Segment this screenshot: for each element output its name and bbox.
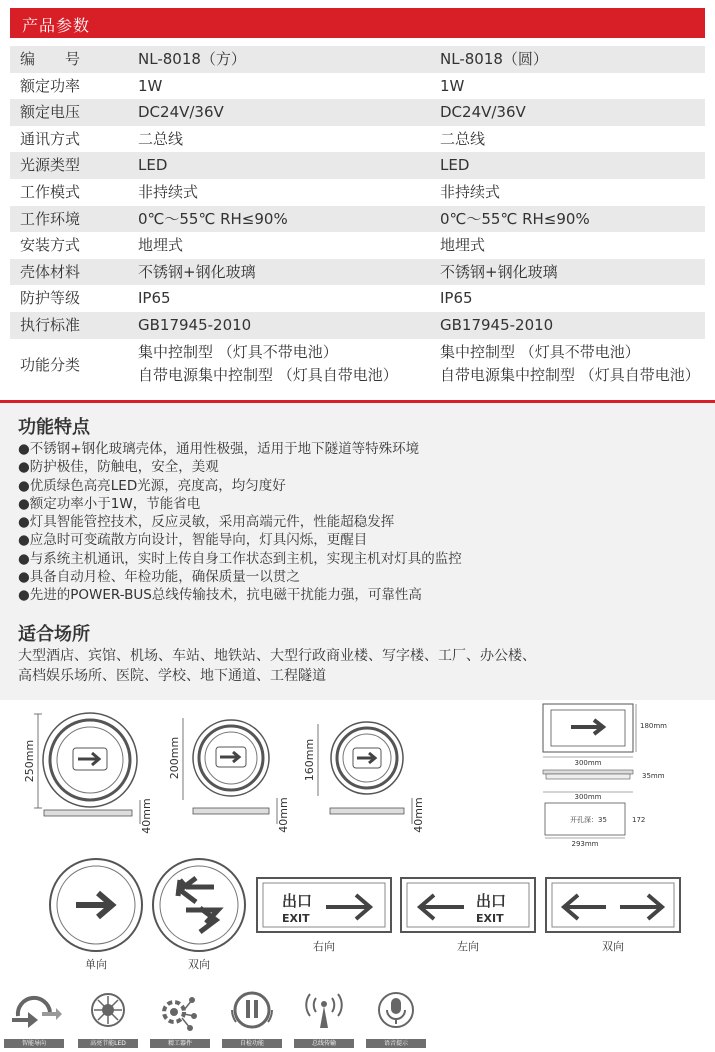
spec-row — [10, 73, 705, 100]
dual-label: 双向 — [602, 940, 624, 953]
dim-label-300b: 300mm — [574, 793, 602, 801]
places-text — [18, 646, 708, 686]
spec-row — [10, 152, 705, 179]
spec-label: 执行标准 — [20, 315, 81, 334]
spec-value-square: GB17945-2010 — [138, 315, 252, 334]
dimension-drawings — [0, 700, 715, 850]
left-exit-lamp — [401, 878, 535, 932]
dim-label-160: 160mm — [303, 738, 316, 782]
list-item: ●与系统主机通讯，实时上传自身工作状态到主机，实现主机对灯具的监控 — [18, 550, 462, 567]
spec-value-round: 1W — [440, 76, 465, 95]
spec-label: 通讯方式 — [20, 129, 81, 148]
bus-icon — [294, 988, 354, 1048]
feature-icons-row — [0, 988, 715, 1052]
spec-value-square: IP65 — [138, 289, 171, 308]
spec-label: 编 号 — [20, 50, 81, 68]
spec-label: 额定电压 — [20, 103, 81, 122]
spec-table — [10, 46, 705, 391]
spec-label: 安装方式 — [20, 236, 81, 255]
left-label: 左向 — [457, 940, 479, 953]
list-item: ●先进的POWER-BUS总线传输技术，抗电磁干扰能力强，可靠性高 — [18, 587, 422, 604]
section-header — [10, 8, 705, 38]
exit-en-label: EXIT — [282, 912, 310, 925]
list-item: ●具备自动月检、年检功能，确保质量一以贯之 — [18, 569, 300, 586]
spec-value-round: DC24V/36V — [440, 103, 526, 122]
right-exit-lamp — [257, 878, 391, 932]
spec-label: 功能分类 — [20, 355, 81, 374]
dim-label-40b: 40mm — [277, 797, 290, 833]
icon-caption: 总线传输 — [294, 1039, 354, 1048]
icon-caption: 语音提示 — [366, 1039, 426, 1048]
spec-value-round: 地埋式 — [440, 236, 486, 255]
spec-value-round: LED — [440, 156, 470, 175]
func-line: 集中控制型 （灯具不带电池） — [138, 342, 338, 361]
round-lamp-250-drawing — [23, 713, 153, 834]
spec-row — [10, 312, 705, 339]
spec-value-square — [138, 341, 398, 387]
exit-cn-label: 出口 — [476, 892, 507, 910]
spec-value-round: GB17945-2010 — [440, 315, 554, 334]
hole-depth-label: 开孔深：35 — [570, 816, 607, 824]
spec-label: 额定功率 — [20, 76, 81, 95]
single-label: 单向 — [85, 958, 107, 971]
places-title: 适合场所 — [18, 624, 90, 645]
dim-label-40c: 40mm — [412, 797, 425, 833]
icon-caption: 高亮节能LED — [78, 1039, 138, 1048]
spec-value-square: DC24V/36V — [138, 103, 224, 122]
list-item: ●灯具智能管控技术，反应灵敏，采用高端元件，性能超稳发挥 — [18, 514, 395, 531]
features-title: 功能特点 — [18, 417, 90, 438]
right-label: 右向 — [313, 940, 335, 953]
spec-value-round: 不锈钢+钢化玻璃 — [440, 262, 558, 281]
square-lamp-drawing — [543, 704, 667, 848]
dim-label-172: 172 — [632, 816, 646, 824]
spec-label: 工作模式 — [20, 182, 81, 201]
spec-row — [10, 285, 705, 312]
section-title: 产品参数 — [22, 16, 91, 35]
spec-value-round: 0℃～55℃ RH≤90% — [440, 209, 590, 228]
spec-row — [10, 259, 705, 286]
spec-value-square: 二总线 — [138, 129, 184, 148]
spec-row — [10, 46, 705, 73]
variant-illustrations — [0, 850, 715, 980]
spec-row-function — [10, 339, 705, 391]
spec-row — [10, 206, 705, 233]
icon-caption: 精工器件 — [150, 1039, 210, 1048]
dim-label-180: 180mm — [640, 722, 667, 730]
dim-label-300a: 300mm — [574, 759, 602, 767]
spec-value-round: IP65 — [440, 289, 473, 308]
self-check-icon — [222, 988, 282, 1048]
spec-value-square: 0℃～55℃ RH≤90% — [138, 209, 288, 228]
places-line: 大型酒店、宾馆、机场、车站、地铁站、大型行政商业楼、写字楼、工厂、办公楼、 — [18, 648, 536, 664]
spec-value-round — [440, 341, 700, 387]
double-direction-round-lamp — [153, 859, 245, 951]
double-label: 双向 — [188, 958, 210, 971]
spec-value-square: 不锈钢+钢化玻璃 — [138, 262, 256, 281]
list-item: ●额定功率小于1W，节能省电 — [18, 495, 201, 512]
list-item: ●优质绿色高亮LED光源，亮度高，均匀度好 — [18, 477, 286, 494]
single-direction-round-lamp — [50, 859, 142, 951]
spec-value-square: 1W — [138, 76, 163, 95]
round-lamp-200-drawing — [168, 718, 290, 833]
func-line: 集中控制型 （灯具不带电池） — [440, 342, 640, 361]
func-line: 自带电源集中控制型 （灯具自带电池） — [138, 365, 398, 384]
round-lamp-160-drawing — [303, 722, 425, 833]
dim-label-35: 35mm — [642, 772, 665, 780]
spec-value-square: NL-8018（方） — [138, 50, 246, 68]
list-item: ●不锈钢+钢化玻璃壳体，通用性极强，适用于地下隧道等特殊环境 — [18, 441, 420, 457]
list-item: ●应急时可变疏散方向设计，智能导向，灯具闪烁，更醒目 — [18, 532, 368, 549]
spec-value-round: 非持续式 — [440, 182, 501, 201]
icon-caption: 智能导向 — [4, 1039, 64, 1048]
dim-label-250: 250mm — [23, 739, 36, 783]
led-icon — [78, 988, 138, 1048]
spec-value-square: 非持续式 — [138, 182, 199, 201]
spec-value-round: 二总线 — [440, 129, 486, 148]
places-line: 高档娱乐场所、医院、学校、地下通道、工程隧道 — [18, 668, 326, 684]
spec-label: 工作环境 — [20, 209, 81, 228]
dim-label-293: 293mm — [571, 840, 599, 848]
voice-icon — [366, 988, 426, 1048]
smart-guide-icon — [4, 988, 64, 1048]
func-line: 自带电源集中控制型 （灯具自带电池） — [440, 365, 700, 384]
spec-row — [10, 126, 705, 153]
spec-row — [10, 179, 705, 206]
exit-cn-label: 出口 — [282, 892, 313, 910]
spec-label: 防护等级 — [20, 289, 81, 308]
spec-value-round: NL-8018（圆） — [440, 50, 548, 68]
list-item: ●防护极佳，防触电，安全，美观 — [18, 459, 219, 476]
spec-row — [10, 232, 705, 259]
spec-row — [10, 99, 705, 126]
spec-value-square: 地埋式 — [138, 236, 184, 255]
components-icon — [150, 988, 210, 1048]
dim-label-40a: 40mm — [140, 798, 153, 834]
exit-en-label: EXIT — [476, 912, 504, 925]
features-list — [18, 440, 708, 605]
icon-caption: 自检功能 — [222, 1039, 282, 1048]
dim-label-200: 200mm — [168, 736, 181, 780]
spec-value-square: LED — [138, 156, 168, 175]
spec-label: 光源类型 — [20, 156, 81, 175]
dual-exit-lamp — [546, 878, 680, 932]
spec-label: 壳体材料 — [20, 262, 81, 281]
